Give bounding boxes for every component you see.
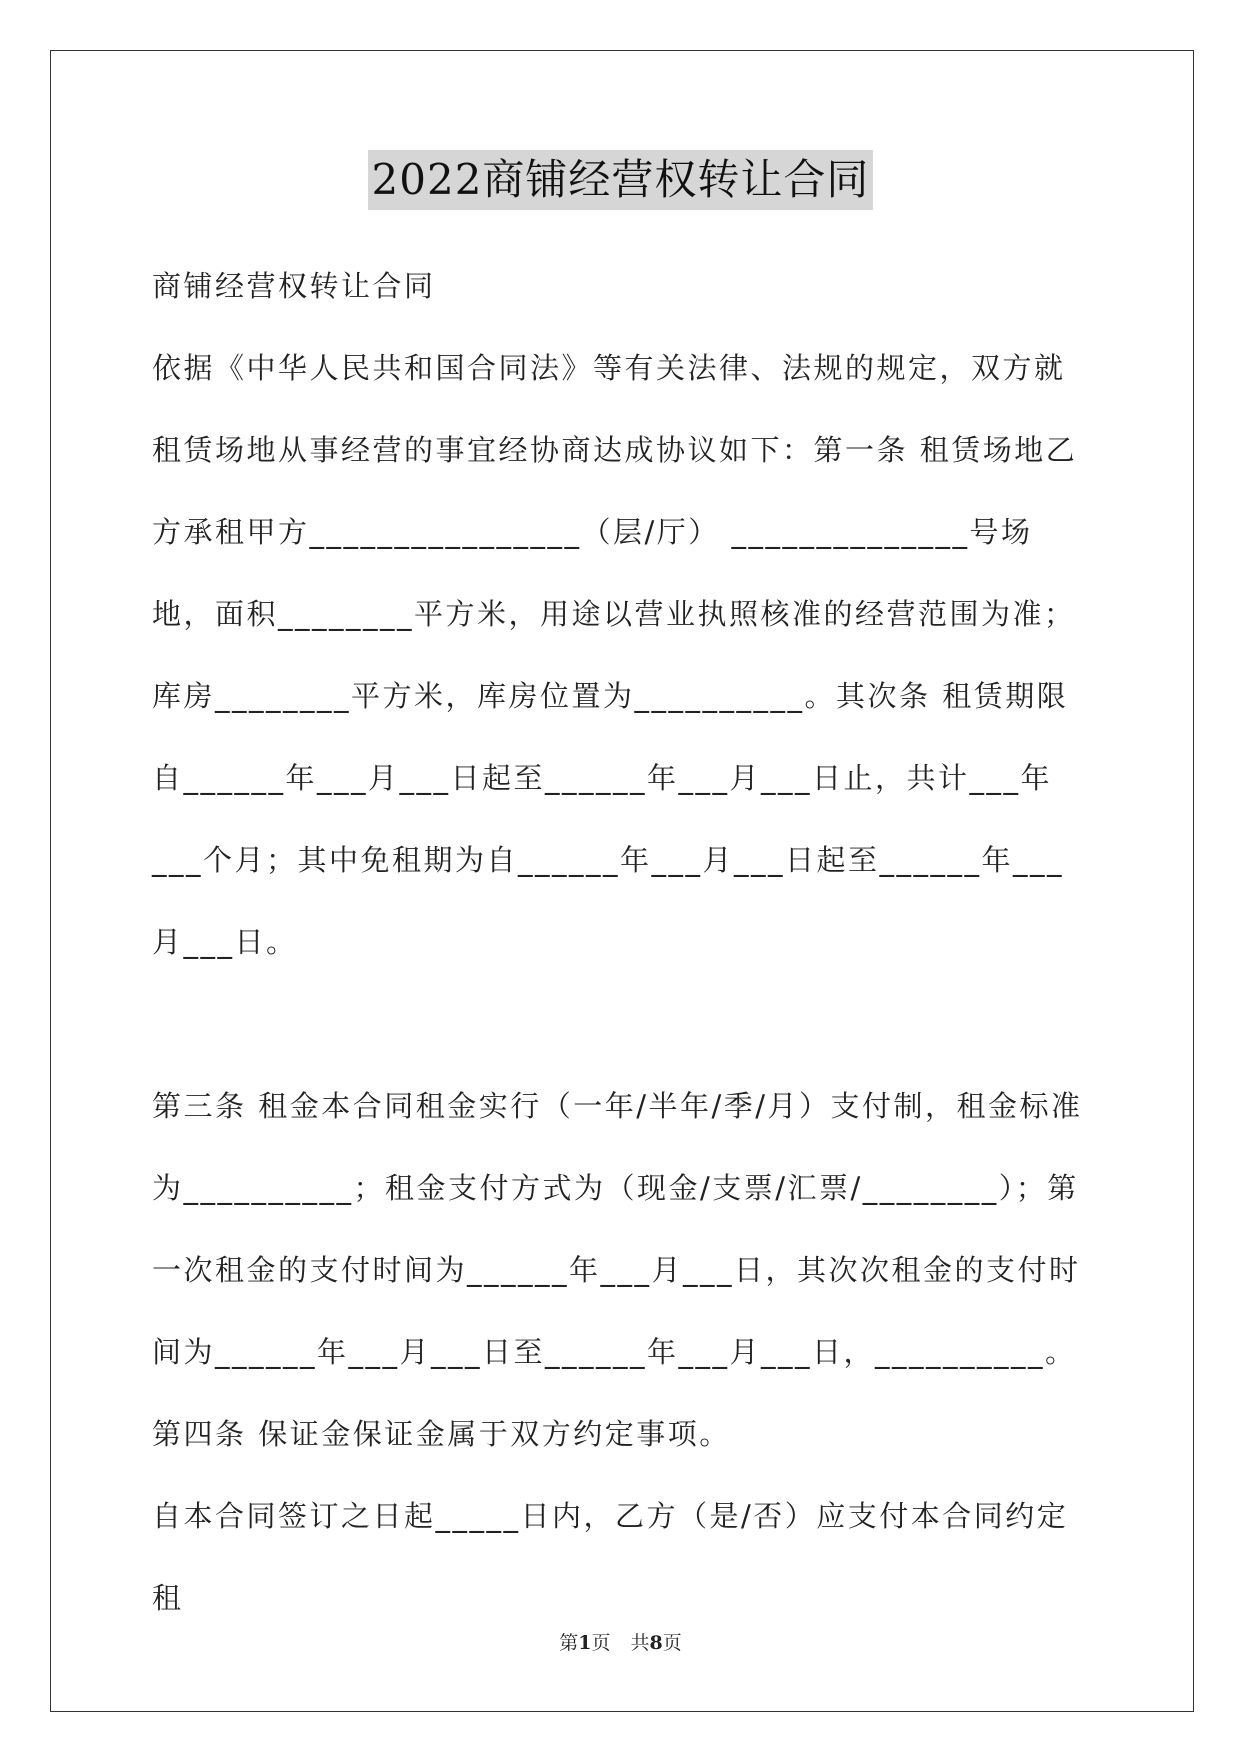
paragraph-2: 第三条 租金本合同租金实行（一年/半年/季/月）支付制，租金标准为__________；租金支付方式为（现金/支票/汇票/________）；第一次租金的支付时间为______年___月___日，其次次租金的支付时间为______年___月___日至______年___月___日，__________。第四条 保证金保证金属于双方约定事项。 <box>152 1089 1083 1451</box>
paragraph-3: 自本合同签订之日起_____日内，乙方（是/否）应支付本合同约定租 <box>152 1499 1069 1615</box>
paragraph-spacer <box>152 983 1092 1065</box>
page-current: 1 <box>578 1632 592 1654</box>
page-suffix: 页 <box>591 1632 611 1654</box>
document-title: 2022商铺经营权转让合同 <box>368 150 874 210</box>
title-container <box>0 150 1241 210</box>
page-footer <box>0 1628 1241 1655</box>
total-prefix: 共 <box>630 1632 650 1654</box>
page-prefix: 第 <box>559 1632 579 1654</box>
page-total: 8 <box>649 1632 663 1654</box>
document-subtitle: 商铺经营权转让合同 <box>152 269 436 303</box>
paragraph-1: 依据《中华人民共和国合同法》等有关法律、法规的规定，双方就租赁场地从事经营的事宜经协商达成协议如下：第一条 租赁场地乙方承租甲方________________（层/厅） ______________号场地，面积________平方米，用途以营业执照核准的经营范围为准；库房________平方米，库房位置为__________。其次条 租赁期限自______年___月___日起至______年___月___日止，共计___年___个月；其中免租期为自______年___月___日起至______年___月___日。 <box>152 351 1078 959</box>
document-body <box>152 245 1092 1639</box>
total-suffix: 页 <box>662 1632 682 1654</box>
